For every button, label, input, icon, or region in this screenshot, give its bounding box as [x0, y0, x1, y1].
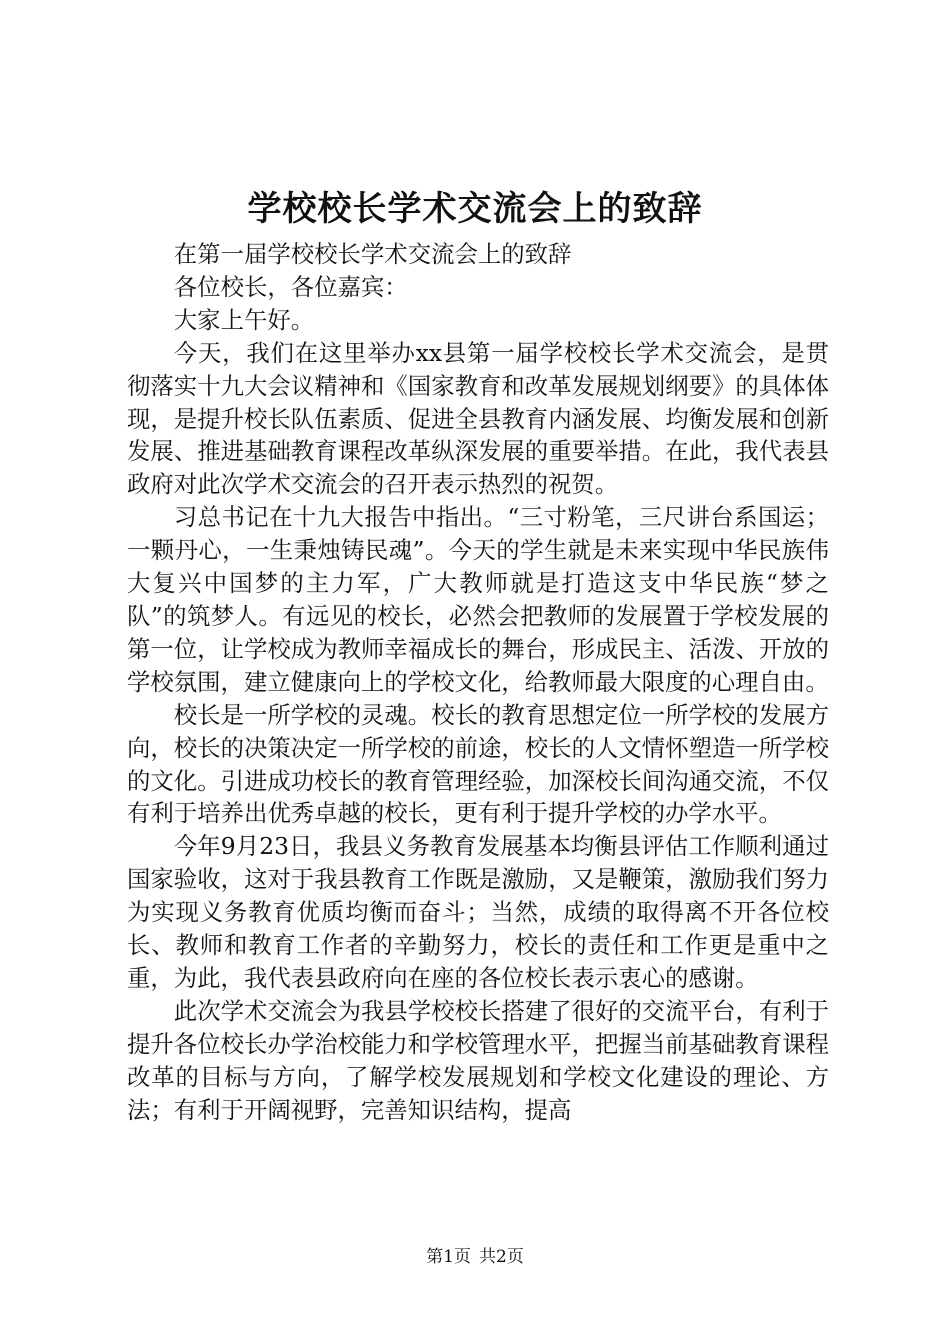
paragraph: 校长是一所学校的灵魂。校长的教育思想定位一所学校的发展方向，校长的决策决定一所学校的前途，校长的人文情怀塑造一所学校的文化。引进成功校长的教育管理经验，加深校长间沟通交流，不仅有利于培养出优秀卓越的校长，更有利于提升学校的办学水平。 — [127, 700, 829, 828]
page-number: 第1页 — [426, 1247, 471, 1267]
paragraph: 习总书记在十九大报告中指出。“三寸粉笔，三尺讲台系国运；一颗丹心，一生秉烛铸民魂”。今天的学生就是未来实现中华民族伟大复兴中国梦的主力军，广大教师就是打造这支中华民族“梦之队”的筑梦人。有远见的校长，必然会把教师的发展置于学校发展的第一位，让学校成为教师幸福成长的舞台，形成民主、活泼、开放的学校氛围，建立健康向上的学校文化，给教师最大限度的心理自由。 — [127, 503, 829, 696]
paragraph: 今天，我们在这里举办xx县第一届学校校长学术交流会，是贯彻落实十九大会议精神和《国家教育和改革发展规划纲要》的具体体现，是提升校长队伍素质、促进全县教育内涵发展、均衡发展和创新发展、推进基础教育课程改革纵深发展的重要举措。在此，我代表县政府对此次学术交流会的召开表示热烈的祝贺。 — [127, 338, 829, 499]
page-footer — [0, 1245, 950, 1269]
page-total: 共2页 — [479, 1247, 524, 1267]
paragraph-salutation: 各位校长，各位嘉宾： — [173, 272, 408, 301]
paragraph-greeting: 大家上午好。 — [173, 305, 315, 334]
paragraph: 今年9月23日，我县义务教育发展基本均衡县评估工作顺利通过国家验收，这对于我县教育工作既是激励，又是鞭策，激励我们努力为实现义务教育优质均衡而奋斗；当然，成绩的取得离不开各位校长、教师和教育工作者的辛勤努力，校长的责任和工作更是重中之重，为此，我代表县政府向在座的各位校长表示衷心的感谢。 — [127, 832, 829, 992]
document-body — [127, 238, 829, 1126]
paragraph-heading-line: 在第一届学校校长学术交流会上的致辞 — [173, 240, 572, 268]
paragraph: 此次学术交流会为我县学校校长搭建了很好的交流平台，有利于提升各位校长办学治校能力和学校管理水平，把握当前基础教育课程改革的目标与方向，了解学校发展规划和学校文化建设的理论、方法；有利于开阔视野，完善知识结构，提高 — [127, 996, 829, 1124]
document-title: 学校校长学术交流会上的致辞 — [247, 189, 703, 229]
